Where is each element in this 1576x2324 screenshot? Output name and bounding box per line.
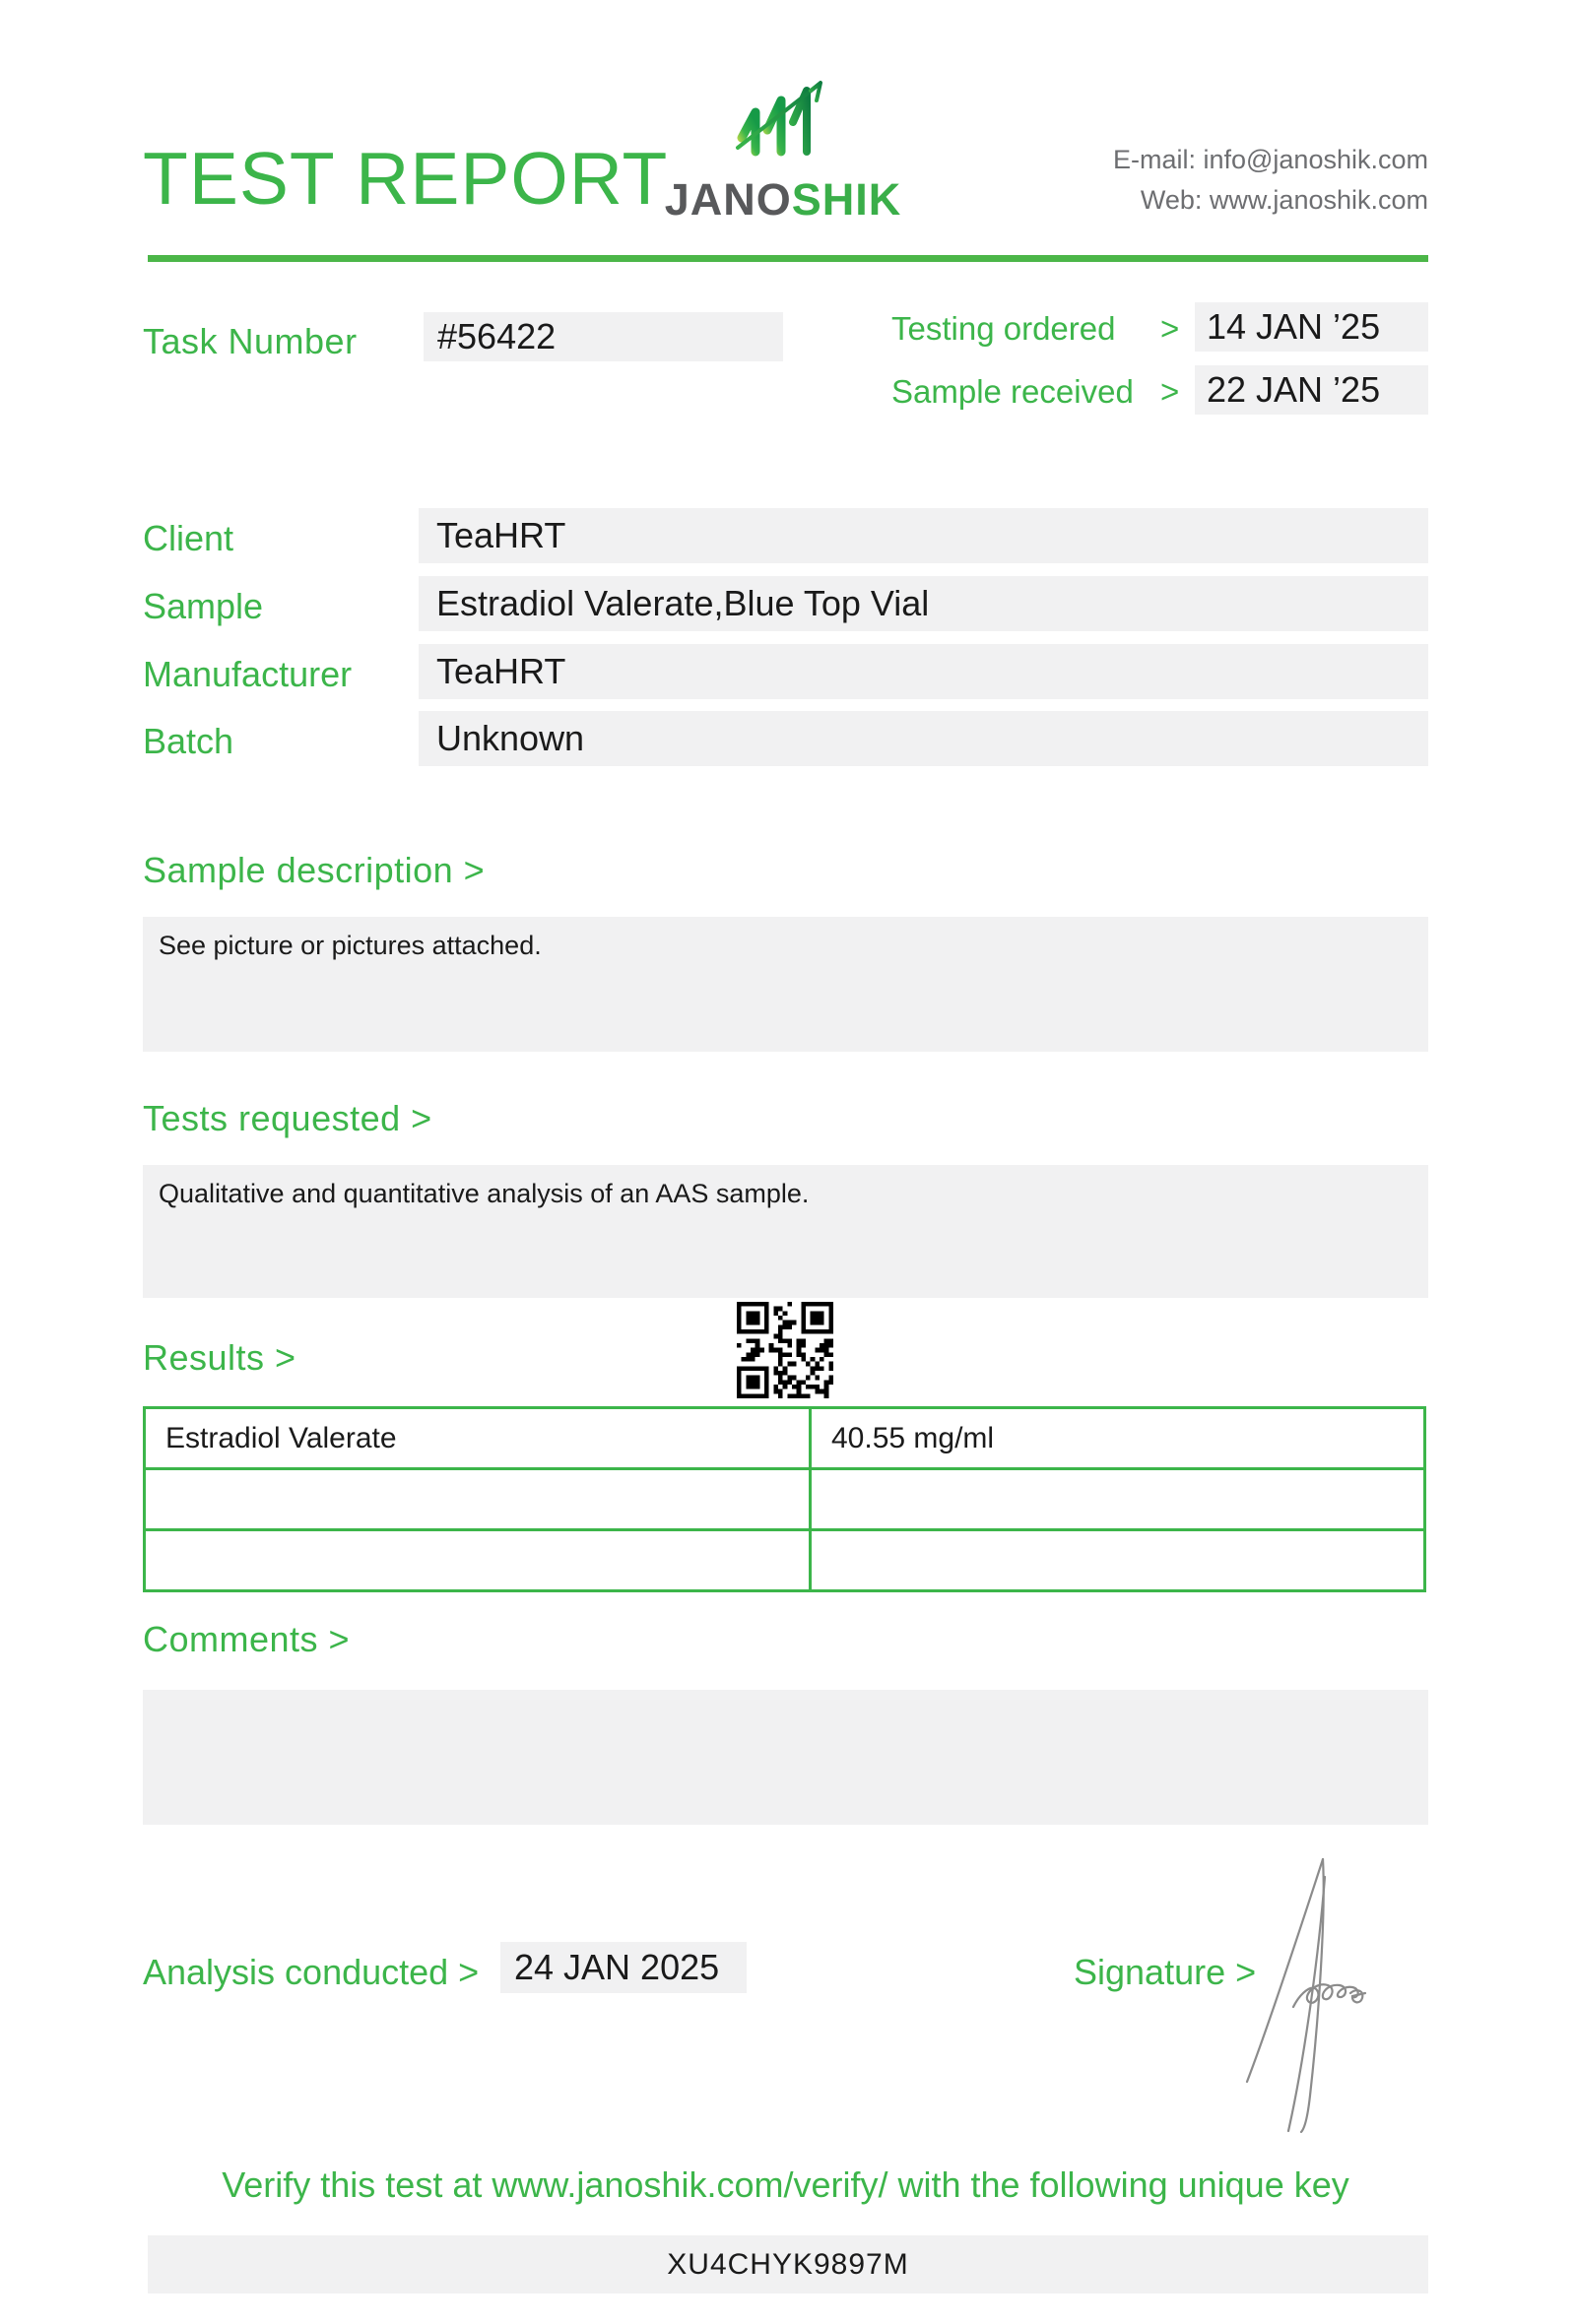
signature-image xyxy=(1231,1849,1418,2135)
client-value: TeaHRT xyxy=(419,508,1428,563)
logo-wordmark xyxy=(645,174,921,226)
table-row xyxy=(145,1530,1425,1591)
results-heading: Results > xyxy=(143,1337,296,1378)
sample-received-value: 22 JAN ’25 xyxy=(1195,365,1428,415)
verify-instruction: Verify this test at www.janoshik.com/verify/ with the following unique key xyxy=(222,2164,1349,2205)
result-analyte xyxy=(145,1469,811,1530)
signature-label: Signature > xyxy=(1074,1952,1257,1992)
sample-description-heading: Sample description > xyxy=(143,850,486,890)
contact-email: E-mail: info@janoshik.com xyxy=(1112,145,1428,174)
tests-requested-body: Qualitative and quantitative analysis of an AAS sample. xyxy=(143,1165,1428,1298)
comments-body xyxy=(143,1690,1428,1825)
janoshik-logo xyxy=(645,77,921,226)
testing-ordered-label: Testing ordered xyxy=(891,310,1116,347)
batch-label: Batch xyxy=(143,721,234,761)
header-divider xyxy=(148,255,1428,262)
testing-ordered-value: 14 JAN ’25 xyxy=(1195,302,1428,352)
result-value xyxy=(811,1469,1425,1530)
sample-received-label: Sample received xyxy=(891,373,1134,410)
analysis-conducted-label: Analysis conducted > xyxy=(143,1952,480,1992)
manufacturer-label: Manufacturer xyxy=(143,654,353,694)
table-row xyxy=(145,1469,1425,1530)
logo-text-gray: JANO xyxy=(664,174,792,225)
tests-requested-heading: Tests requested > xyxy=(143,1098,432,1138)
result-analyte xyxy=(145,1530,811,1591)
task-number-label: Task Number xyxy=(143,321,358,361)
testing-ordered-arrow: > xyxy=(1160,310,1180,347)
sample-label: Sample xyxy=(143,586,264,626)
sample-received-arrow: > xyxy=(1160,373,1180,410)
page-title: TEST REPORT xyxy=(143,137,669,220)
sample-value: Estradiol Valerate,Blue Top Vial xyxy=(419,576,1428,631)
qr-code xyxy=(737,1302,833,1398)
result-value xyxy=(811,1530,1425,1591)
analysis-conducted-value: 24 JAN 2025 xyxy=(500,1942,747,1993)
sample-description-body: See picture or pictures attached. xyxy=(143,917,1428,1052)
table-row xyxy=(145,1408,1425,1469)
logo-chart-icon xyxy=(734,155,832,171)
comments-heading: Comments > xyxy=(143,1619,351,1659)
result-analyte: Estradiol Valerate xyxy=(145,1408,811,1469)
results-table xyxy=(143,1406,1426,1592)
batch-value: Unknown xyxy=(419,711,1428,766)
client-label: Client xyxy=(143,518,234,558)
unique-key: XU4CHYK9897M xyxy=(148,2235,1428,2293)
result-value: 40.55 mg/ml xyxy=(811,1408,1425,1469)
contact-info xyxy=(985,140,1428,221)
logo-text-green: SHIK xyxy=(791,174,902,225)
contact-web: Web: www.janoshik.com xyxy=(1140,185,1428,215)
task-number-value: #56422 xyxy=(424,312,783,361)
manufacturer-value: TeaHRT xyxy=(419,644,1428,699)
